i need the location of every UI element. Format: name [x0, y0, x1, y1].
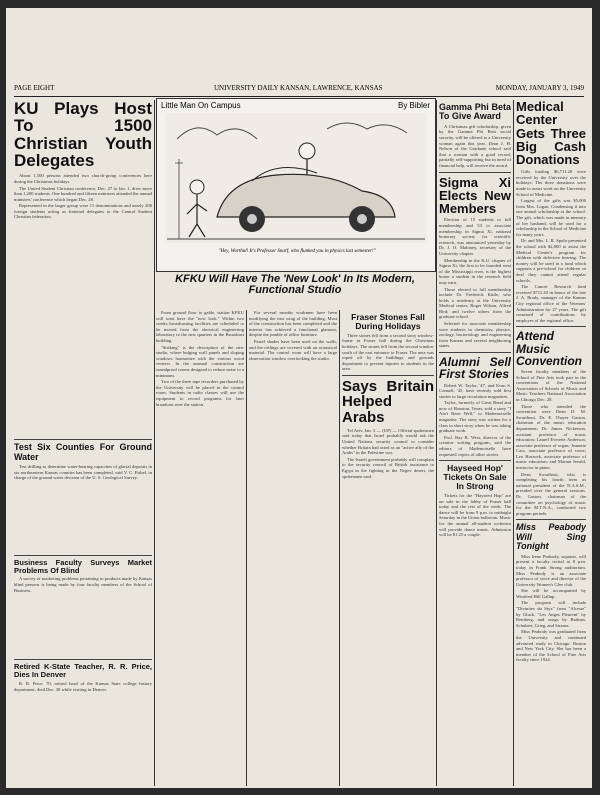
sigma-para-3: Those elected to full membership include Dr. Frederick Kittle, who holds a residency at the University Medical center; Roger Wilson, Alfred Bird; and twelve others from the graduate school.: [439, 286, 511, 320]
issue-date: MONDAY, JANUARY 3, 1949: [495, 84, 584, 92]
column-right: [516, 100, 586, 788]
kfku-para-5: Two of the three tape recorders purchased by the University will be placed in the control room. Students in radio classes will use the equipment to record programs for later broadcast over the station.: [156, 379, 244, 407]
ground-water-continued: [14, 482, 152, 552]
divider: [516, 519, 586, 520]
peabody-para-3: The program will include "Divinites du Styx" from "Alceste" by Gluck, "Les Anges Pleurent" by Bemberg, and songs by Brahms, Schubert, Grieg, and Strauss.: [516, 600, 586, 628]
fraser-body: Three stones fell from a second story window-frame in Fraser hall during the Christmas holidays. The stones fell from the second window south of the east entrance to Fraser. The area was roped off by the buildings and grounds department to prevent injuries to students in the area.: [342, 332, 434, 372]
attend-headline: Attend Music Convention: [516, 329, 582, 368]
kfku-para-4: Pastel shades have been used on the walls, and the ceilings are covered with an acoustical material. The control room will have a large observation window overlooking the studio.: [249, 338, 337, 361]
britain-headline: Says Britain Helped Arabs: [342, 378, 434, 426]
divider: [516, 326, 586, 327]
divider: [14, 659, 152, 660]
page-number: PAGE EIGHT: [14, 84, 55, 92]
medical-para-3: Dr. and Mrs. L. R. Spohr presented the school with $2,000 to assist the Medical Center's program for children with defective hearing. The money will be used in a fund which supports a pre-school for children so deaf they cannot attend regular schools.: [516, 238, 586, 283]
sigma-headline: Sigma Xi Elects New Members: [439, 174, 511, 217]
britain-para-1: Tel Aviv, Jan. 3 — (UP) — Official spokesmen said today that Israel probably would ask the United Nations security council to consider whether Britain had acted as an "active ally of the Arabs" in the Palestine war.: [342, 427, 434, 456]
peabody-para-2: She will be accompanied by Winifred Hill Gallup.: [516, 588, 586, 599]
fraser-headline: Fraser Stones Fall During Holidays: [351, 312, 425, 331]
alumni-para-3: Prof. Ray B. West, director of the creative writing program, said the editors of Mademoiselle have requested copies of other stories.: [439, 434, 511, 457]
medical-headline: Medical Center Gets Three Big Cash Donations: [516, 100, 586, 167]
cartoon-title: Little Man On Campus: [161, 101, 241, 110]
price-dies-headline: Retired K-State Teacher, R. R. Price, Dies In Denver: [14, 662, 152, 680]
column-rule: [513, 100, 514, 786]
column-left: [14, 100, 152, 788]
divider: [342, 375, 434, 376]
attend-para-1: Seven faculty members of the School of Fine Arts took part in the conventions of the National Association of Schools of Music and Music Teachers National Association in Chicago Dec. 28.: [516, 368, 586, 402]
column-rule: [436, 100, 437, 786]
hayseed-body: Tickets for the "Hayseed Hop" are on sale in the lobby of Fraser hall today and the rest of the week. The dance will be from 9 p.m. to midnight Saturday in the Union ballroom. Music for the annual all-student orchestra will provide dance music. Admission will be $1.25 a couple.: [439, 492, 511, 538]
attend-para-2: Those who attended the convention were Dean D. M. Swarthout, Dr. E. Thayer Gaston, chairman of the music education department; Dr. James Nickerson, assistant professor of music education; Laurel Everette Anderson, associate professor of organ; Jeanette Cass, associate professor of voice; Leo Horacek, associate professor of music education; and Marian Jersild, instructor in piano.: [516, 403, 586, 471]
divider: [439, 352, 511, 353]
divider: [439, 460, 511, 461]
blind-market-body: A survey of marketing problems pertaining to products made by Kansas blind persons is being made by four faculty members of the School of Business.: [14, 576, 152, 593]
price-dies-body: R. R. Price, 70, retired head of the Kansas State college history department, died Dec. 30 while visiting in Denver.: [14, 681, 152, 692]
alumni-headline: Alumni Sell First Stories: [439, 355, 511, 382]
kfku-headline: KFKU Will Have The 'New Look' In Its Modern, Functional Studio: [175, 274, 415, 297]
kfku-para-1: From ground floor to gable, station KFKU will soon have the "new look." Within two weeks broadcasting facilities are scheduled to be moved from the electrical engineering laboratory to the new quarters in the Broadcast building.: [156, 310, 244, 343]
kfku-column-1: [156, 310, 244, 786]
sigma-para-1: Election of 15 students to full membership and 53 to associate membership in Sigma Xi, national honorary society for scientific research, was announced yesterday by Dr. J. O. Maloney, secretary of the University chapter.: [439, 217, 511, 256]
column-rule: [339, 310, 340, 786]
cartoon-caption: "Hey, Worthal! It's Professor Snarf, who flunked you in physics last semester!": [218, 249, 376, 254]
peabody-para-1: Miss Irene Peabody, soprano, will present a faculty recital at 8 p.m. today in Frank Strong auditorium. Miss Peabody is an associate professor of voice and director of the University Women's Glee club.: [516, 553, 586, 587]
attend-para-3: Dean Swarthout, who is completing his fourth term as national president of the N.A.S.M., presided over the general sessions. Dr. Gaston, chairman of the committee on psychology of music for the M.T.N.A., conducted two program periods.: [516, 471, 586, 516]
masthead: [14, 82, 584, 97]
ground-water-body: Test drilling to determine water-bearing capacities of glacial deposits in six northeastern Kansas counties has been completed, said V. C. Fishel, in charge of the ground water division of the U. S. Geological Survey.: [14, 463, 152, 481]
peabody-headline: Miss Peabody Will Sing Tonight: [516, 522, 586, 552]
divider: [14, 555, 152, 556]
column-center-right: [342, 310, 434, 786]
kfku-header: [156, 274, 434, 308]
ku-host-continued: [14, 221, 152, 436]
kfku-para-3: "Striking" is the description of the new studio, where bulging wall panels and sloping windows harmonize with the various wood veneers. In the unusual construction are soundproof rooms designed to reduce noise to a minimum.: [156, 344, 244, 378]
hayseed-headline: Hayseed Hop' Tickets On Sale In Strong: [443, 463, 507, 492]
medical-para-1: Gifts totaling $6,711.20 were received by the University over the holidays. The three donations were made to assist work on the University School of Medicine.: [516, 169, 586, 197]
ku-host-headline: KU Plays Host To 1500 Christian Youth Delegates: [14, 100, 152, 170]
paper-name: UNIVERSITY DAILY KANSAN, LAWRENCE, KANSAS: [214, 84, 383, 92]
sigma-para-2: Membership in the K.U. chapter of Sigma Xi, the first to be founded west of the Mississippi river, is the highest honor a student in the research field may earn.: [439, 257, 511, 285]
blind-market-headline: Business Faculty Surveys Market Problems Of Blind: [14, 557, 152, 575]
alumni-para-2: Taylor, formerly of Great Bend and now of Houston, Texas, sold a story "I Ain't Been Well," to Mademoiselle magazine. The story was written for a class in short story when he was taking graduate work.: [439, 400, 511, 434]
ground-water-headline: Test Six Counties For Ground Water: [14, 442, 152, 462]
blind-market-continued: [14, 594, 152, 656]
column-rule: [246, 310, 247, 786]
newspaper-page: [6, 8, 592, 788]
peabody-para-4: Miss Peabody was graduated from the University and continued advanced study in Chicago, Boston and New York City. She has been a member of the School of Fine Arts faculty since 1924.: [516, 629, 586, 663]
sigma-para-4: Selected for associate membership were students in chemistry, physics, zoology, bacteriology and engineering from Kansas and several neighboring states.: [439, 321, 511, 349]
gamma-body: A Christmas gift scholarship, given by the Gamma Phi Beta social sorority, will be offered to a University woman again this year. Dean J. H. Nelson of the Graduate school said that a woman with a good record, partially self-supporting but in need of financial help, will receive the award.: [439, 123, 511, 169]
kfku-para-2: For several months workmen have been modifying the east wing of the building. Most of the construction has been completed and the interior has achieved a functional glamour, despite the jumble of office furniture.: [249, 310, 337, 338]
kfku-column-2: [249, 310, 337, 786]
divider: [14, 439, 152, 440]
cartoon-byline: By Bibler: [397, 101, 430, 110]
ku-host-para-1: About 1,500 persons attended two church-group conferences here during the Christmas holidays.: [14, 173, 152, 184]
ku-host-para-2: The United Student Christian conference, Dec. 27 to Jan. 1, drew more than 1,200 students. One hundred and fifteen ministers attended the annual ministers' conference which began Dec. 28.: [14, 185, 152, 202]
britain-para-2: The Israeli government probably will complain to the security council of British assistance to Egypt in the fighting in the Negev desert, the spokesmen said.: [342, 456, 434, 479]
column-rule: [154, 100, 155, 786]
medical-para-4: The Cancer Research fund received $711.20 in honor of the late J. A. Brady, manager of the Kansas City regional office of the Veterans' Administration for 27 years. The gift consisted of contributions by employes of the regional office.: [516, 284, 586, 323]
alumni-para-1: Robert W. Taylor, '47, and Evan S. Connell, '45, have recently sold first stories to large circulation magazines.: [439, 382, 511, 399]
divider: [439, 172, 511, 173]
medical-para-2: Largest of the gifts was $5,000 from Mrs. Logan. Condensing it into one annual scholarship at the school. The gift, which was made in memory of her husband, will be used for a scholarship in the School of Medicine for many years.: [516, 198, 586, 237]
cartoon-drawing: [157, 99, 435, 271]
gamma-headline: Gamma Phi Beta To Give Award: [439, 102, 511, 122]
column-4: [439, 100, 511, 788]
ku-host-para-3: Represented in the larger group were 11 denominations and nearly 200 foreign students acting as fraternal delegates to the Central Student Christian federation.: [14, 203, 152, 220]
cartoon-panel: [156, 98, 436, 272]
